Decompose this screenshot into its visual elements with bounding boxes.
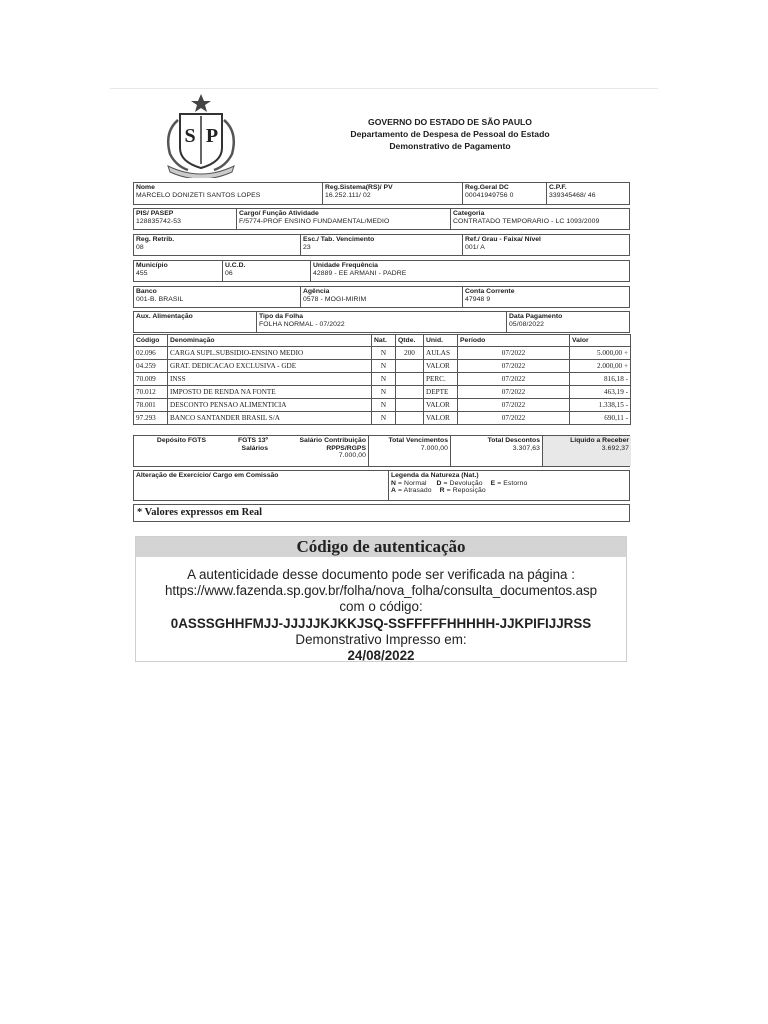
table-row: 78.001 DESCONTO PENSAO ALIMENTICIA N VALOR 07/2022 1.338,15 -	[134, 399, 631, 412]
cell-banco: Banco 001-B. BRASIL	[136, 288, 184, 303]
col-valor: Valor	[570, 335, 631, 347]
legend-natureza: Legenda da Natureza (Nat.) N = Normal D = Devolução E = Estorno A = Atrasado R = Reposição	[388, 471, 631, 500]
col-unid: Unid.	[424, 335, 458, 347]
row-unidade	[133, 260, 630, 282]
cell-escala: Esc./ Tab. Vencimento 23	[300, 235, 462, 255]
table-row: 70.012 IMPOSTO DE RENDA NA FONTE N DEPTE 07/2022 463,19 -	[134, 386, 631, 399]
document-header	[130, 90, 630, 182]
table-row: 70.009 INSS N PERC. 07/2022 816,18 -	[134, 373, 631, 386]
cell-alteracao: Alteração de Exercício/ Cargo em Comissão	[136, 472, 279, 479]
row-cargo	[133, 208, 630, 230]
cell-categoria: Categoria CONTRATADO TEMPORARIO - LC 1093/2009	[450, 209, 631, 229]
cell-referencia: Ref./ Grau - Faixa/ Nível 001/ A	[462, 235, 631, 255]
table-row: 02.096 CARGA SUPL.SUBSIDIO-ENSINO MEDIO N 200 AULAS 07/2022 5.000,00 +	[134, 347, 631, 360]
row-alteracao	[133, 470, 630, 501]
cell-reg-sistema: Reg.Sistema(RS)/ PV 16.252.111/ 02	[322, 183, 462, 204]
auth-instruction: A autenticidade desse documento pode ser verificada na página :	[187, 567, 575, 582]
col-qtde: Qtde.	[396, 335, 424, 347]
table-row: 04.259 GRAT. DEDICACAO EXCLUSIVA - GDE N VALOR 07/2022 2.000,00 +	[134, 360, 631, 373]
auth-body	[136, 557, 626, 664]
auth-url: https://www.fazenda.sp.gov.br/folha/nova_folha/consulta_documentos.asp	[165, 583, 597, 599]
cell-total-descontos: Total Descontos 3.307,63	[450, 436, 542, 466]
cell-cpf: C.P.F. 339345468/ 46	[546, 183, 631, 204]
cell-liquido-receber: Líquido a Receber 3.692,37	[542, 436, 631, 466]
col-codigo: Código	[134, 335, 168, 347]
row-retribuicao	[133, 234, 630, 256]
row-folha	[133, 311, 630, 333]
auth-printed-date: 24/08/2022	[347, 648, 415, 664]
items-table	[133, 334, 631, 425]
cell-deposito-fgts: Depósito FGTS	[156, 437, 206, 444]
header-line-government: GOVERNO DO ESTADO DE SÃO PAULO	[368, 117, 532, 127]
cell-total-vencimentos: Total Vencimentos 7.000,00	[368, 436, 450, 466]
table-row: 97.293 BANCO SANTANDER BRASIL S/A N VALOR 07/2022 690,11 -	[134, 412, 631, 425]
svg-text:P: P	[205, 125, 219, 147]
payment-statement	[130, 90, 630, 518]
row-identification	[133, 182, 630, 205]
header-line-statement: Demonstrativo de Pagamento	[389, 141, 511, 151]
header-text	[330, 116, 570, 152]
sao-paulo-coat-of-arms-icon	[160, 92, 242, 178]
table-header-row	[134, 335, 631, 347]
cell-fgts-13: FGTS 13º Salários	[237, 437, 268, 452]
cell-municipio: Município 455	[136, 262, 168, 277]
col-denominacao: Denominação	[168, 335, 372, 347]
net-amount: 3.692,37	[601, 444, 629, 452]
employee-name: MARCELO DONIZETI SANTOS LOPES	[136, 191, 261, 199]
cell-agencia: Agência 0578 - MOGI-MIRIM	[300, 287, 462, 307]
svg-text:S: S	[184, 125, 196, 147]
cell-conta: Conta Corrente 47948 9	[462, 287, 631, 307]
header-line-department: Departamento de Despesa de Pessoal do Estado	[350, 129, 550, 139]
cell-cargo: Cargo/ Função Atividade F/5774-PROF ENSINO FUNDAMENTAL/MEDIO	[236, 209, 450, 229]
auth-code: 0ASSSGHHFMJJ-JJJJJKJKKJSQ-SSFFFFFHHHHH-JJKPIFIJJRSS	[170, 615, 592, 631]
currency-note: * Valores expressos em Real	[133, 504, 630, 522]
cell-data-pagamento: Data Pagamento 05/08/2022	[506, 312, 631, 332]
cell-unidade-frequencia: Unidade Frequência 42889 - EE ARMANI - PADRE	[310, 261, 631, 281]
col-periodo: Período	[458, 335, 570, 347]
cell-salario-contribuicao: Salário Contribuição RPPS/RGPS 7.000,00	[299, 437, 366, 460]
cell-pis: PIS/ PASEP 128835742-53	[136, 210, 182, 225]
cell-nome: Nome MARCELO DONIZETI SANTOS LOPES	[134, 183, 322, 204]
row-banco	[133, 286, 630, 308]
cell-ucd: U.C.D. 06	[222, 261, 310, 281]
cell-tipo-folha: Tipo da Folha FOLHA NORMAL - 07/2022	[256, 312, 506, 332]
auth-code-label: com o código:	[339, 599, 423, 615]
auth-title: Código de autenticação	[136, 537, 626, 557]
totals-row	[133, 435, 630, 467]
col-nat: Nat.	[372, 335, 396, 347]
authentication-block	[135, 536, 627, 662]
top-divider	[110, 88, 658, 89]
cell-aux-alimentacao: Aux. Alimentação	[136, 313, 193, 320]
cell-reg-retrib: Reg. Retrib. 08	[136, 236, 175, 251]
cell-reg-geral: Reg.Geral DC 00041949756 0	[462, 183, 546, 204]
auth-printed-label: Demonstrativo Impresso em:	[295, 631, 467, 647]
